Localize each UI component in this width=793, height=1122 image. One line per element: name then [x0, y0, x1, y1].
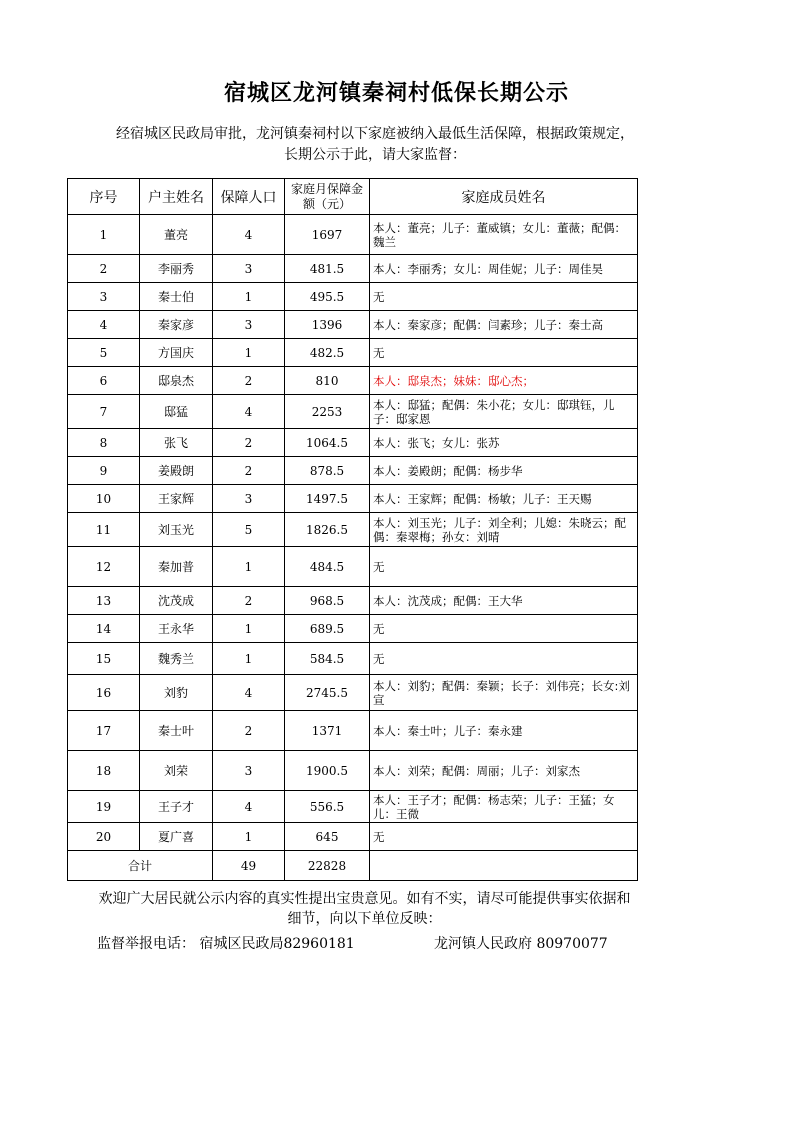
row-household-head: 秦加普 [140, 547, 213, 587]
row-covered-count: 3 [213, 751, 285, 791]
contact-town-government: 龙河镇人民政府 80970077 [434, 936, 608, 952]
row-monthly-amount: 645 [285, 823, 370, 851]
row-household-head: 张飞 [140, 429, 213, 457]
row-family-members: 本人：刘荣；配偶：周丽；儿子：刘家杰 [370, 751, 638, 791]
header-name: 户主姓名 [140, 179, 213, 215]
table-row [68, 711, 638, 751]
row-no: 10 [68, 485, 140, 513]
row-no: 12 [68, 547, 140, 587]
table-row [68, 215, 638, 255]
row-no: 3 [68, 283, 140, 311]
row-covered-count: 2 [213, 457, 285, 485]
row-monthly-amount: 495.5 [285, 283, 370, 311]
table-row [68, 255, 638, 283]
table-row [68, 791, 638, 823]
row-no: 15 [68, 643, 140, 675]
header-amount: 家庭月保障金额（元） [285, 179, 370, 215]
row-covered-count: 3 [213, 311, 285, 339]
row-household-head: 王家辉 [140, 485, 213, 513]
row-no: 20 [68, 823, 140, 851]
beneficiary-table [67, 178, 638, 881]
header-members: 家庭成员姓名 [370, 179, 638, 215]
row-household-head: 沈茂成 [140, 587, 213, 615]
table-row [68, 339, 638, 367]
row-monthly-amount: 2745.5 [285, 675, 370, 711]
row-family-members: 本人：沈茂成；配偶：王大华 [370, 587, 638, 615]
row-family-members: 本人：李丽秀；女儿：周佳妮；儿子：周佳昊 [370, 255, 638, 283]
row-covered-count: 1 [213, 615, 285, 643]
row-household-head: 王子才 [140, 791, 213, 823]
row-no: 11 [68, 513, 140, 547]
total-count: 49 [213, 851, 285, 881]
row-monthly-amount: 1371 [285, 711, 370, 751]
table-row [68, 311, 638, 339]
row-covered-count: 3 [213, 255, 285, 283]
table-row [68, 485, 638, 513]
row-household-head: 邸泉杰 [140, 367, 213, 395]
table-row [68, 457, 638, 485]
total-row [68, 851, 638, 881]
row-no: 2 [68, 255, 140, 283]
row-covered-count: 3 [213, 485, 285, 513]
row-no: 9 [68, 457, 140, 485]
row-family-members: 本人：董亮；儿子：董威镇；女儿：董薇；配偶：魏兰 [370, 215, 638, 255]
row-family-members: 本人：刘玉光；儿子：刘全利；儿媳：朱晓云；配偶：秦翠梅；孙女：刘晴 [370, 513, 638, 547]
row-covered-count: 1 [213, 823, 285, 851]
row-family-members: 本人：秦士叶；儿子：秦永建 [370, 711, 638, 751]
row-covered-count: 1 [213, 283, 285, 311]
row-family-members: 无 [370, 643, 638, 675]
row-household-head: 秦士叶 [140, 711, 213, 751]
row-monthly-amount: 482.5 [285, 339, 370, 367]
header-no: 序号 [68, 179, 140, 215]
row-household-head: 魏秀兰 [140, 643, 213, 675]
table-row [68, 587, 638, 615]
row-family-members: 本人：王家辉；配偶：杨敏；儿子：王天赐 [370, 485, 638, 513]
row-family-members: 无 [370, 339, 638, 367]
table-row [68, 395, 638, 429]
table-row [68, 823, 638, 851]
row-household-head: 姜殿朗 [140, 457, 213, 485]
row-monthly-amount: 1900.5 [285, 751, 370, 791]
row-covered-count: 4 [213, 675, 285, 711]
row-monthly-amount: 481.5 [285, 255, 370, 283]
row-monthly-amount: 484.5 [285, 547, 370, 587]
row-no: 19 [68, 791, 140, 823]
intro-paragraph: 经宿城区民政局审批，龙河镇秦祠村以下家庭被纳入最低生活保障，根据政策规定，长期公示于此，请大家监督： [116, 126, 634, 163]
row-monthly-amount: 1697 [285, 215, 370, 255]
header-count: 保障人口 [213, 179, 285, 215]
row-household-head: 刘豹 [140, 675, 213, 711]
row-monthly-amount: 2253 [285, 395, 370, 429]
row-family-members: 无 [370, 547, 638, 587]
row-household-head: 夏广喜 [140, 823, 213, 851]
row-no: 17 [68, 711, 140, 751]
footer-note: 欢迎广大居民就公示内容的真实性提出宝贵意见。如有不实，请尽可能提供事实依据和细节，向以下单位反映： [98, 891, 631, 927]
table-row [68, 283, 638, 311]
row-household-head: 李丽秀 [140, 255, 213, 283]
row-covered-count: 4 [213, 395, 285, 429]
table-row [68, 367, 638, 395]
row-covered-count: 4 [213, 215, 285, 255]
row-no: 6 [68, 367, 140, 395]
row-household-head: 刘玉光 [140, 513, 213, 547]
row-household-head: 秦士伯 [140, 283, 213, 311]
table-row [68, 513, 638, 547]
contact-civil-affairs: 监督举报电话： 宿城区民政局82960181 [97, 936, 355, 952]
row-covered-count: 4 [213, 791, 285, 823]
row-family-members: 本人：刘豹；配偶：秦颖；长子：刘伟亮；长女:刘宣 [370, 675, 638, 711]
row-covered-count: 2 [213, 711, 285, 751]
table-row [68, 675, 638, 711]
row-no: 4 [68, 311, 140, 339]
row-household-head: 秦家彦 [140, 311, 213, 339]
table-row [68, 429, 638, 457]
row-family-members: 无 [370, 615, 638, 643]
row-monthly-amount: 878.5 [285, 457, 370, 485]
total-members [370, 851, 638, 881]
row-covered-count: 2 [213, 367, 285, 395]
row-family-members: 无 [370, 283, 638, 311]
row-monthly-amount: 810 [285, 367, 370, 395]
table-header-row [68, 179, 638, 215]
table-row [68, 643, 638, 675]
row-household-head: 邸猛 [140, 395, 213, 429]
row-covered-count: 5 [213, 513, 285, 547]
row-no: 1 [68, 215, 140, 255]
row-family-members: 本人：邸猛；配偶：朱小花；女儿：邸琪钰，儿子：邸家恩 [370, 395, 638, 429]
total-label: 合计 [68, 851, 213, 881]
row-monthly-amount: 1396 [285, 311, 370, 339]
row-monthly-amount: 1497.5 [285, 485, 370, 513]
row-household-head: 方国庆 [140, 339, 213, 367]
row-covered-count: 1 [213, 643, 285, 675]
row-household-head: 刘荣 [140, 751, 213, 791]
row-family-members: 本人：秦家彦；配偶：闫素珍；儿子：秦士高 [370, 311, 638, 339]
row-covered-count: 1 [213, 339, 285, 367]
table-row [68, 547, 638, 587]
row-household-head: 董亮 [140, 215, 213, 255]
row-no: 18 [68, 751, 140, 791]
row-no: 13 [68, 587, 140, 615]
row-no: 8 [68, 429, 140, 457]
row-family-members: 无 [370, 823, 638, 851]
page-title: 宿城区龙河镇秦祠村低保长期公示 [223, 81, 569, 106]
row-family-members: 本人：姜殿朗；配偶：杨步华 [370, 457, 638, 485]
row-monthly-amount: 1826.5 [285, 513, 370, 547]
table-row [68, 615, 638, 643]
row-covered-count: 1 [213, 547, 285, 587]
row-household-head: 王永华 [140, 615, 213, 643]
row-monthly-amount: 689.5 [285, 615, 370, 643]
row-no: 7 [68, 395, 140, 429]
row-monthly-amount: 1064.5 [285, 429, 370, 457]
table-row [68, 751, 638, 791]
row-no: 14 [68, 615, 140, 643]
row-no: 16 [68, 675, 140, 711]
row-covered-count: 2 [213, 429, 285, 457]
row-monthly-amount: 556.5 [285, 791, 370, 823]
row-monthly-amount: 968.5 [285, 587, 370, 615]
total-amount: 22828 [285, 851, 370, 881]
row-family-members: 本人：邸泉杰；妹妹：邸心杰； [370, 367, 638, 395]
row-family-members: 本人：张飞；女儿：张苏 [370, 429, 638, 457]
row-no: 5 [68, 339, 140, 367]
row-covered-count: 2 [213, 587, 285, 615]
row-monthly-amount: 584.5 [285, 643, 370, 675]
row-family-members: 本人：王子才；配偶：杨志荣；儿子：王猛；女儿：王微 [370, 791, 638, 823]
